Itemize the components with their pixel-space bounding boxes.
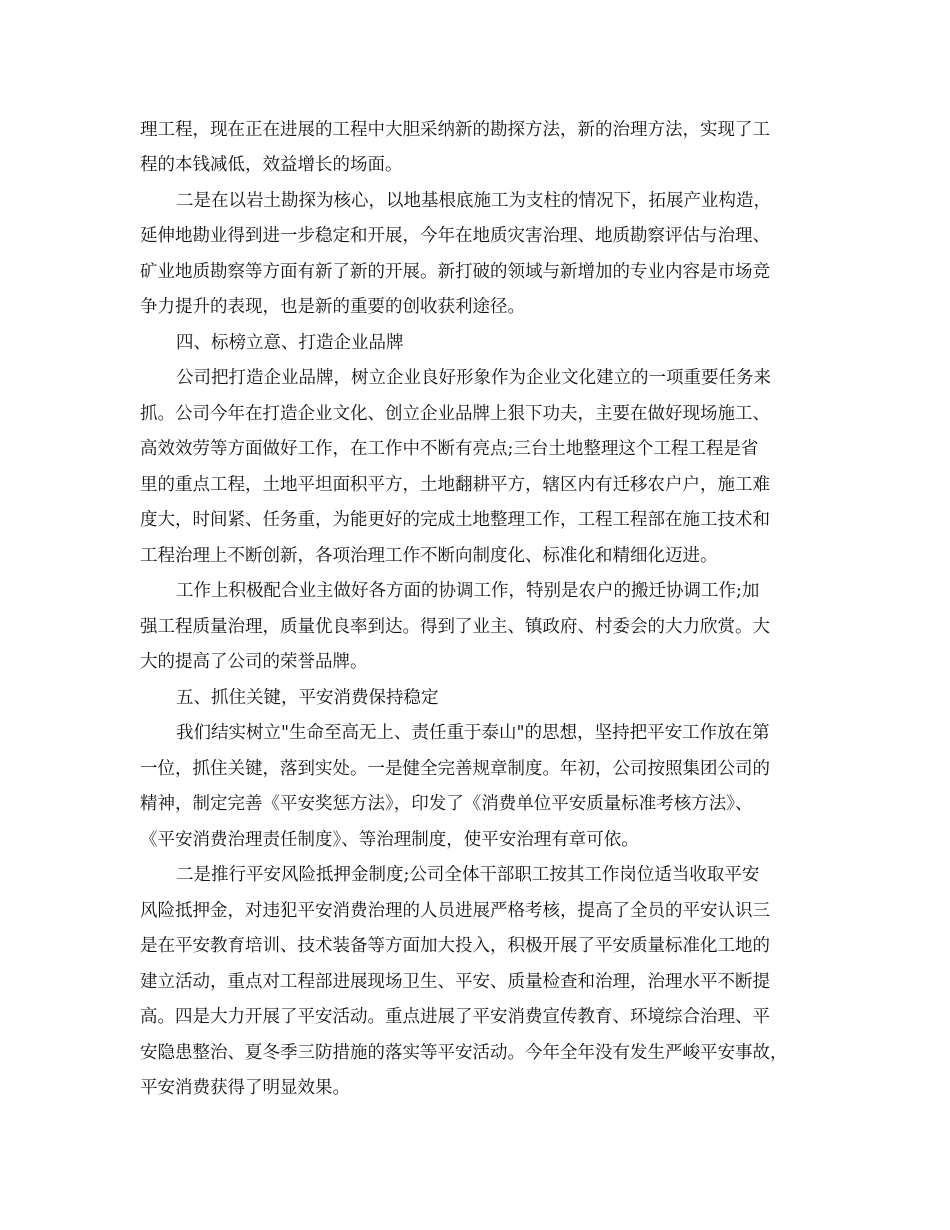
- text-line: 争力提升的表现，也是新的重要的创收获利途径。: [140, 297, 525, 317]
- text-line: 理工程，现在正在进展的工程中大胆采纳新的勘探方法，新的治理方法，实现了工: [140, 120, 770, 140]
- section-heading: 五、抓住关键，平安消费保持稳定: [176, 688, 439, 708]
- text-line: 高。四是大力开展了平安活动。重点进展了平安消费宣传教育、环境综合治理、平: [140, 1007, 770, 1027]
- text-line: 安隐患整治、夏冬季三防措施的落实等平安活动。今年全年没有发生严峻平安事故，: [140, 1043, 788, 1063]
- text-line: 矿业地质勘察等方面有新了新的开展。新打破的领域与新增加的专业内容是市场竞: [140, 262, 770, 282]
- text-line: 精神，制定完善《平安奖惩方法》，印发了《消费单位平安质量标准考核方法》、: [140, 794, 753, 814]
- text-line: 抓。公司今年在打造企业文化、创立企业品牌上狠下功夫，主要在做好现场施工、: [140, 404, 770, 424]
- paragraph-first-line: 二是在以岩土勘探为核心，以地基根底施工为支柱的情况下，拓展产业构造，: [176, 191, 771, 211]
- text-line: 工程治理上不断创新，各项治理工作不断向制度化、标准化和精细化迈进。: [140, 546, 718, 566]
- text-line: 高效效劳等方面做好工作，在工作中不断有亮点;三台土地整理这个工程工程是省: [140, 439, 759, 459]
- text-line: 度大，时间紧、任务重，为能更好的完成土地整理工作，工程工程部在施工技术和: [140, 510, 770, 530]
- text-line: 建立活动，重点对工程部进展现场卫生、平安、质量检查和治理，治理水平不断提: [140, 972, 770, 992]
- text-line: 大的提高了公司的荣誉品牌。: [140, 652, 368, 672]
- paragraph-first-line: 工作上积极配合业主做好各方面的协调工作，特别是农户的搬迁协调工作;加: [176, 581, 760, 601]
- text-line: 《平安消费治理责任制度》、等治理制度，使平安治理有章可依。: [140, 830, 639, 850]
- text-line: 一位，抓住关键，落到实处。一是健全完善规章制度。年初，公司按照集团公司的: [140, 759, 770, 779]
- paragraph-first-line: 二是推行平安风险抵押金制度;公司全体干部职工按其工作岗位适当收取平安: [176, 865, 760, 885]
- paragraph-first-line: 公司把打造企业品牌，树立企业良好形象作为企业文化建立的一项重要任务来: [176, 368, 771, 388]
- section-heading: 四、标榜立意、打造企业品牌: [176, 333, 404, 353]
- text-line: 是在平安教育培训、技术装备等方面加大投入，积极开展了平安质量标准化工地的: [140, 936, 770, 956]
- text-line: 里的重点工程，土地平坦面积平方，土地翻耕平方，辖区内有迁移农户户，施工难: [140, 475, 770, 495]
- text-line: 强工程质量治理，质量优良率到达。得到了业主、镇政府、村委会的大力欣赏。大: [140, 617, 770, 637]
- text-line: 程的本钱减低，效益增长的场面。: [140, 155, 403, 175]
- text-line: 风险抵押金，对违犯平安消费治理的人员进展严格考核，提高了全员的平安认识三: [140, 901, 770, 921]
- text-line: 平安消费获得了明显效果。: [140, 1078, 350, 1098]
- paragraph-first-line: 我们结实树立"生命至高无上、责任重于泰山"的思想，坚持把平安工作放在第: [176, 723, 770, 743]
- text-line: 延伸地勘业得到进一步稳定和开展，今年在地质灾害治理、地质勘察评估与治理、: [140, 226, 770, 246]
